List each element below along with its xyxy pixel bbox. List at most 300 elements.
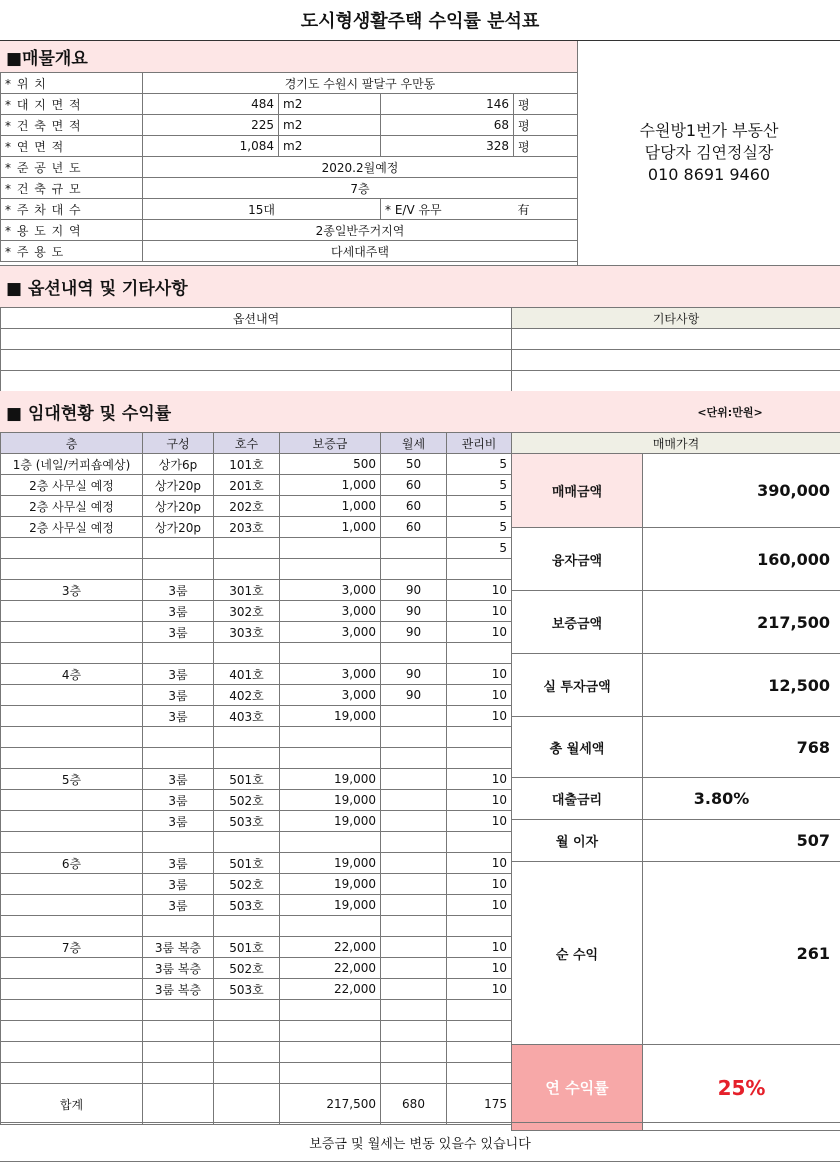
agent-contact-person: 담당자 김연정실장: [644, 143, 774, 162]
options-col-header: 옵션내역: [1, 308, 512, 329]
table-row: [1, 685, 512, 706]
invest-value: 12,500: [768, 675, 830, 695]
price-header: 매매가격: [511, 432, 840, 454]
cell-deposit: [280, 643, 381, 664]
cell-floor: [1, 706, 143, 727]
cell-rent: 60: [381, 496, 447, 517]
deposit-total-value: 217,500: [757, 612, 830, 632]
cell-unit: [214, 643, 280, 664]
cell-deposit: 19,000: [280, 895, 381, 916]
cell-deposit: [280, 559, 381, 580]
cell-fee: 5: [447, 496, 512, 517]
table-row: [1, 853, 512, 874]
cell-rent: 90: [381, 601, 447, 622]
loan-block: [511, 528, 840, 591]
overview-row-land: [1, 94, 578, 115]
cell-deposit: 19,000: [280, 790, 381, 811]
cell-deposit: 19,000: [280, 853, 381, 874]
cell-fee: 10: [447, 979, 512, 1000]
cell-type: [143, 559, 214, 580]
options-cell: [1, 371, 512, 392]
cell-deposit: [280, 1063, 381, 1084]
section-rental-title: ■ 임대현황 및 수익률: [6, 404, 172, 424]
sale-value: 390,000: [757, 481, 830, 500]
cell-floor: 7층: [1, 937, 143, 958]
cell-deposit: 22,000: [280, 958, 381, 979]
cell-type: 상가6p: [143, 454, 214, 475]
cell-deposit: 19,000: [280, 874, 381, 895]
table-row: [1, 874, 512, 895]
scale-value: 7층: [143, 178, 578, 199]
cell-fee: 10: [447, 580, 512, 601]
cell-floor: 2층 사무실 예정: [1, 517, 143, 538]
cell-unit: [214, 727, 280, 748]
header-unit: 호수: [214, 433, 280, 454]
cell-floor: [1, 979, 143, 1000]
table-row: [1, 517, 512, 538]
table-row: [1, 790, 512, 811]
cell-floor: 6층: [1, 853, 143, 874]
cell-deposit: [280, 1021, 381, 1042]
building-py: 68: [381, 115, 514, 136]
cell-unit: 101호: [214, 454, 280, 475]
other-cell: [512, 371, 840, 392]
cell-floor: 2층 사무실 예정: [1, 475, 143, 496]
cell-rent: [381, 874, 447, 895]
cell-fee: 10: [447, 664, 512, 685]
cell-unit: 202호: [214, 496, 280, 517]
total-fee: 175: [447, 1084, 512, 1125]
header-type: 구성: [143, 433, 214, 454]
cell-rent: 90: [381, 664, 447, 685]
cell-floor: [1, 643, 143, 664]
cell-deposit: 3,000: [280, 622, 381, 643]
table-row: [1, 580, 512, 601]
cell-rent: [381, 790, 447, 811]
land-py: 146: [381, 94, 514, 115]
cell-unit: 502호: [214, 958, 280, 979]
cell-unit: 402호: [214, 685, 280, 706]
zone-label: * 용 도 지 역: [1, 220, 143, 241]
monthly-rent-value: 768: [796, 737, 830, 757]
agent-info: [577, 41, 840, 265]
land-m2: 484: [143, 94, 279, 115]
rental-table: [0, 432, 512, 1125]
overview-row-use: [1, 241, 578, 262]
cell-floor: [1, 958, 143, 979]
table-row: [1, 727, 512, 748]
invest-block: [511, 654, 840, 717]
table-row: [1, 895, 512, 916]
deposit-total-label: 보증금액: [512, 591, 643, 653]
cell-unit: 501호: [214, 769, 280, 790]
cell-type: [143, 1000, 214, 1021]
deposit-block: [511, 591, 840, 654]
total-type: [143, 1084, 214, 1125]
cell-fee: 10: [447, 937, 512, 958]
loan-label: 융자금액: [512, 528, 643, 590]
other-cell: [512, 350, 840, 371]
cell-unit: 503호: [214, 895, 280, 916]
parking-label: * 주 차 대 수: [1, 199, 143, 220]
cell-floor: [1, 601, 143, 622]
cell-fee: 5: [447, 517, 512, 538]
options-table: [0, 307, 840, 392]
cell-floor: 3층: [1, 580, 143, 601]
cell-unit: 502호: [214, 874, 280, 895]
overview-row-scale: [1, 178, 578, 199]
cell-rent: [381, 538, 447, 559]
table-row: [1, 811, 512, 832]
cell-fee: 10: [447, 685, 512, 706]
cell-fee: 10: [447, 769, 512, 790]
cell-deposit: 19,000: [280, 706, 381, 727]
total-deposit: 217,500: [280, 1084, 381, 1125]
cell-rent: [381, 832, 447, 853]
table-row: [1, 706, 512, 727]
cell-unit: [214, 832, 280, 853]
cell-unit: 503호: [214, 979, 280, 1000]
total-label: 합계: [1, 1084, 143, 1125]
cell-type: [143, 748, 214, 769]
cell-rent: [381, 559, 447, 580]
table-row: [1, 454, 512, 475]
cell-fee: 5: [447, 454, 512, 475]
scale-label: * 건 축 규 모: [1, 178, 143, 199]
rental-header-row: [1, 433, 512, 454]
cell-floor: [1, 1042, 143, 1063]
cell-rent: [381, 937, 447, 958]
other-cell: [512, 329, 840, 350]
cell-rent: [381, 706, 447, 727]
cell-deposit: 3,000: [280, 601, 381, 622]
table-row: [1, 1000, 512, 1021]
cell-rent: [381, 895, 447, 916]
cell-unit: 501호: [214, 937, 280, 958]
land-unit-py: 평: [514, 94, 578, 115]
cell-unit: [214, 1000, 280, 1021]
overview-row-floor: [1, 136, 578, 157]
invest-label: 실 투자금액: [512, 654, 643, 716]
cell-floor: [1, 727, 143, 748]
cell-type: 상가20p: [143, 517, 214, 538]
sale-block: [511, 454, 840, 528]
zone-value: 2종일반주거지역: [143, 220, 578, 241]
cell-deposit: [280, 748, 381, 769]
cell-deposit: 19,000: [280, 769, 381, 790]
total-rent: 680: [381, 1084, 447, 1125]
cell-floor: 2층 사무실 예정: [1, 496, 143, 517]
overview-row-building: [1, 115, 578, 136]
header-rent: 월세: [381, 433, 447, 454]
unit-note: <단위:만원>: [697, 405, 763, 419]
cell-fee: 10: [447, 874, 512, 895]
cell-type: [143, 727, 214, 748]
cell-unit: [214, 916, 280, 937]
table-row: [1, 1021, 512, 1042]
cell-type: 3룸: [143, 580, 214, 601]
floor-py: 328: [381, 136, 514, 157]
cell-unit: 503호: [214, 811, 280, 832]
cell-type: 3룸: [143, 853, 214, 874]
cell-deposit: 1,000: [280, 517, 381, 538]
cell-deposit: [280, 538, 381, 559]
cell-rent: [381, 853, 447, 874]
price-panel: [511, 432, 840, 1122]
agent-phone: 010 8691 9460: [647, 165, 771, 184]
cell-rent: 60: [381, 517, 447, 538]
monthly-rent-label: 총 월세액: [512, 717, 643, 777]
cell-deposit: 22,000: [280, 979, 381, 1000]
ev-value: 有: [514, 199, 578, 220]
net-label: 순 수익: [512, 862, 643, 1044]
land-unit-m2: m2: [279, 94, 381, 115]
cell-unit: 201호: [214, 475, 280, 496]
net-block: [511, 862, 840, 1045]
total-unit: [214, 1084, 280, 1125]
cell-rent: [381, 958, 447, 979]
cell-fee: 10: [447, 790, 512, 811]
cell-floor: [1, 538, 143, 559]
cell-type: 3룸 복층: [143, 979, 214, 1000]
page-title: 도시형생활주택 수익률 분석표: [0, 0, 840, 41]
cell-floor: [1, 811, 143, 832]
location-label: * 위 치: [1, 73, 143, 94]
cell-type: 3룸: [143, 895, 214, 916]
cell-fee: [447, 727, 512, 748]
cell-floor: [1, 1021, 143, 1042]
cell-type: 3룸: [143, 601, 214, 622]
cell-type: 3룸: [143, 790, 214, 811]
cell-type: 3룸: [143, 685, 214, 706]
cell-floor: [1, 895, 143, 916]
parking-value: 15대: [143, 199, 381, 220]
cell-fee: 10: [447, 895, 512, 916]
yield-value: 25%: [717, 1075, 766, 1100]
cell-unit: [214, 538, 280, 559]
interest-label: 월 이자: [512, 820, 643, 861]
cell-fee: [447, 559, 512, 580]
cell-rent: [381, 1000, 447, 1021]
cell-unit: 502호: [214, 790, 280, 811]
cell-type: 3룸: [143, 874, 214, 895]
cell-fee: [447, 643, 512, 664]
cell-floor: [1, 790, 143, 811]
table-row: [1, 601, 512, 622]
building-unit-m2: m2: [279, 115, 381, 136]
cell-unit: 303호: [214, 622, 280, 643]
completion-value: 2020.2월예정: [143, 157, 578, 178]
floor-unit-py: 평: [514, 136, 578, 157]
cell-type: 3룸: [143, 622, 214, 643]
cell-rent: [381, 643, 447, 664]
cell-fee: [447, 1042, 512, 1063]
table-row: [1, 559, 512, 580]
cell-type: [143, 1042, 214, 1063]
cell-unit: [214, 1063, 280, 1084]
cell-unit: 203호: [214, 517, 280, 538]
agent-office: 수원방1번가 부동산: [639, 121, 779, 140]
cell-deposit: [280, 1000, 381, 1021]
cell-type: 3룸 복층: [143, 937, 214, 958]
section-rental-title-bar: [0, 391, 840, 432]
table-row: [1, 958, 512, 979]
cell-rent: 90: [381, 580, 447, 601]
total-row: [1, 1084, 512, 1125]
floor-area-label: * 연 면 적: [1, 136, 143, 157]
cell-type: 3룸: [143, 706, 214, 727]
cell-deposit: 1,000: [280, 496, 381, 517]
cell-deposit: [280, 1042, 381, 1063]
header-deposit: 보증금: [280, 433, 381, 454]
cell-rent: [381, 1063, 447, 1084]
table-row: [1, 979, 512, 1000]
cell-deposit: 3,000: [280, 580, 381, 601]
cell-type: 3룸: [143, 811, 214, 832]
cell-deposit: [280, 832, 381, 853]
cell-fee: 10: [447, 706, 512, 727]
cell-floor: [1, 1000, 143, 1021]
table-row: [1, 769, 512, 790]
cell-rent: [381, 748, 447, 769]
rate-value: 3.80%: [693, 789, 750, 808]
monthly-rent-block: [511, 717, 840, 778]
table-row: [1, 475, 512, 496]
table-row: [1, 643, 512, 664]
cell-unit: 501호: [214, 853, 280, 874]
cell-rent: 50: [381, 454, 447, 475]
cell-fee: 10: [447, 958, 512, 979]
cell-type: 상가20p: [143, 475, 214, 496]
options-cell: [1, 329, 512, 350]
table-row: [1, 622, 512, 643]
cell-fee: [447, 1063, 512, 1084]
other-col-header: 기타사항: [512, 308, 840, 329]
rate-label: 대출금리: [512, 778, 643, 819]
overview-table: [0, 72, 578, 262]
cell-deposit: 1,000: [280, 475, 381, 496]
table-row: [1, 664, 512, 685]
cell-rent: [381, 979, 447, 1000]
building-label: * 건 축 면 적: [1, 115, 143, 136]
header-floor: 층: [1, 433, 143, 454]
table-row: [1, 1063, 512, 1084]
cell-type: [143, 832, 214, 853]
cell-fee: 5: [447, 538, 512, 559]
cell-fee: [447, 1021, 512, 1042]
interest-value: 507: [796, 831, 830, 850]
cell-floor: [1, 685, 143, 706]
completion-label: * 준 공 년 도: [1, 157, 143, 178]
cell-fee: 10: [447, 811, 512, 832]
footer-note: 보증금 및 월세는 변동 있을수 있습니다: [0, 1122, 840, 1162]
cell-unit: [214, 1042, 280, 1063]
cell-type: [143, 1063, 214, 1084]
use-label: * 주 용 도: [1, 241, 143, 262]
cell-unit: 403호: [214, 706, 280, 727]
overview-row-zone: [1, 220, 578, 241]
building-m2: 225: [143, 115, 279, 136]
cell-deposit: 3,000: [280, 664, 381, 685]
land-label: * 대 지 면 적: [1, 94, 143, 115]
cell-type: [143, 916, 214, 937]
table-row: [1, 538, 512, 559]
floor-unit-m2: m2: [279, 136, 381, 157]
cell-floor: [1, 748, 143, 769]
cell-type: 3룸: [143, 664, 214, 685]
cell-fee: 5: [447, 475, 512, 496]
yield-block: [511, 1045, 840, 1131]
floor-m2: 1,084: [143, 136, 279, 157]
cell-floor: [1, 832, 143, 853]
cell-type: [143, 538, 214, 559]
overview-row-parking: [1, 199, 578, 220]
table-row: [1, 916, 512, 937]
building-unit-py: 평: [514, 115, 578, 136]
cell-type: [143, 643, 214, 664]
header-fee: 관리비: [447, 433, 512, 454]
yield-label: 연 수익률: [512, 1045, 643, 1130]
loan-value: 160,000: [757, 549, 830, 569]
rate-block: [511, 778, 840, 820]
overview-row-completion: [1, 157, 578, 178]
cell-fee: 10: [447, 853, 512, 874]
cell-floor: [1, 559, 143, 580]
cell-fee: [447, 916, 512, 937]
table-row: [1, 937, 512, 958]
cell-rent: [381, 916, 447, 937]
cell-rent: [381, 1021, 447, 1042]
cell-type: 3룸: [143, 769, 214, 790]
cell-fee: [447, 832, 512, 853]
ev-label: * E/V 유무: [381, 199, 514, 220]
section-overview-title: ■매물개요: [0, 41, 577, 72]
cell-type: 3룸 복층: [143, 958, 214, 979]
cell-unit: [214, 1021, 280, 1042]
cell-unit: 401호: [214, 664, 280, 685]
cell-unit: [214, 748, 280, 769]
table-row: [1, 1042, 512, 1063]
net-value: 261: [796, 943, 830, 963]
use-value: 다세대주택: [143, 241, 578, 262]
cell-floor: [1, 916, 143, 937]
overview-row-location: [1, 73, 578, 94]
sale-label: 매매금액: [512, 454, 643, 527]
cell-deposit: [280, 916, 381, 937]
interest-block: [511, 820, 840, 862]
cell-rent: 90: [381, 685, 447, 706]
cell-unit: 301호: [214, 580, 280, 601]
cell-rent: 60: [381, 475, 447, 496]
cell-floor: 1층 (네일/커피숍예상): [1, 454, 143, 475]
cell-rent: [381, 769, 447, 790]
cell-floor: [1, 874, 143, 895]
cell-deposit: 19,000: [280, 811, 381, 832]
cell-rent: 90: [381, 622, 447, 643]
table-row: [1, 496, 512, 517]
cell-unit: [214, 559, 280, 580]
cell-deposit: [280, 727, 381, 748]
cell-rent: [381, 727, 447, 748]
cell-deposit: 3,000: [280, 685, 381, 706]
cell-unit: 302호: [214, 601, 280, 622]
table-row: [1, 832, 512, 853]
options-cell: [1, 350, 512, 371]
cell-fee: 10: [447, 601, 512, 622]
cell-fee: 10: [447, 622, 512, 643]
location-value: 경기도 수원시 팔달구 우만동: [143, 73, 578, 94]
section-options-title: ■ 옵션내역 및 기타사항: [0, 265, 840, 307]
